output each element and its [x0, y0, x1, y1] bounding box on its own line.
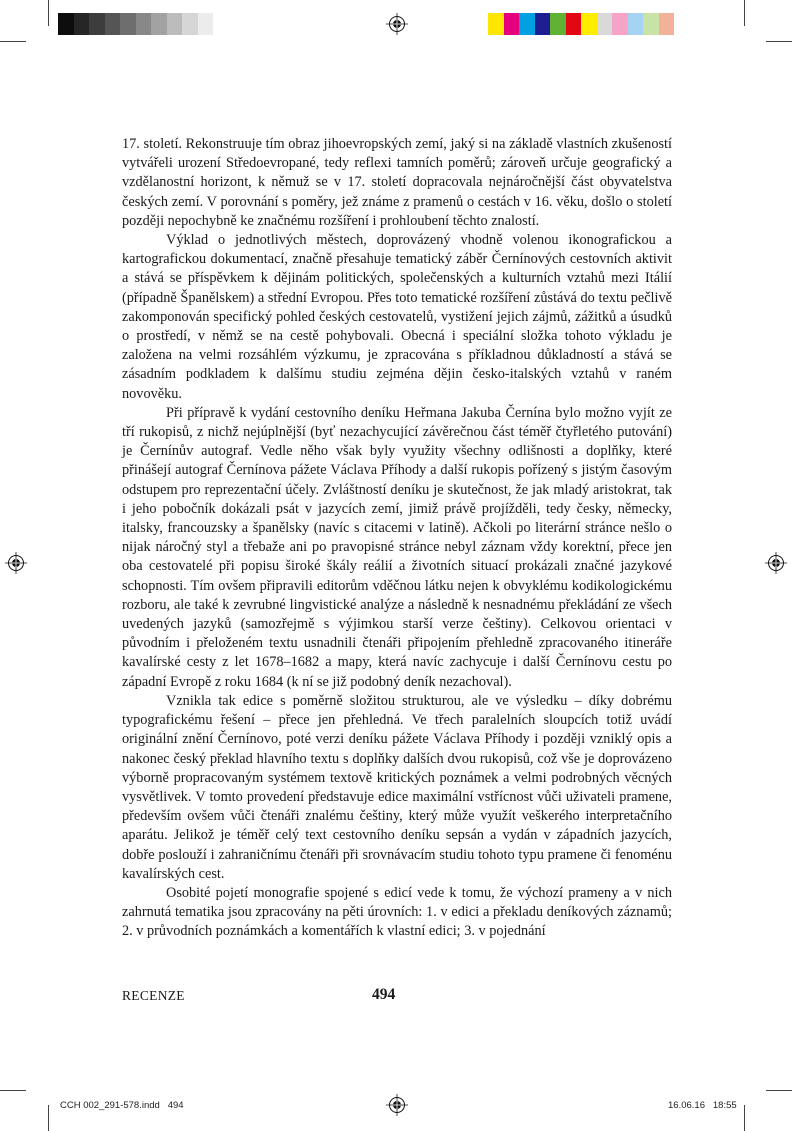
color-swatch	[566, 13, 582, 35]
body-paragraph: Při přípravě k vydání cestovního deníku Heřmana Jakuba Černína bylo možno vyjít ze tří rukopisů, z nichž nejúplnější (byť nezachycující závěrečnou část téměř čtyřletého putování) je Černínův autograf. Vedle něho však byly využity všechny odlišnosti a doplňky, které přinášejí autograf Černínova pážete Václava Příhody a další rukopis pořízený s jistým časovým odstupem pro reprezentační účely. Zvláštností deníku je skutečnost, že jak mladý aristokrat, tak i jeho pobočník dokázali psát v jazycích zemí, jimiž právě projížděli, tedy česky, německy, italsky, francouzsky a španělsky (navíc s citacemi v latině). Ačkoli po literární stránce nešlo o nijak náročný styl a třebaže ani po pravopisné stránce nebyl záznam vždy korektní, přece jen oba cestovatelé při popisu široké škály reálií a životních situací prokázali značné jazykové schopnosti. Tím ovšem připravili editorům vděčnou látku nejen k obvyklému kodikologickému rozboru, ale také k zevrubné lingvistické analýze a následně k nesnadnému překládání ze všech uvedených jazyků (samozřejmě s výjimkou starší verze češtiny). Celkovou orientaci v původním i přeloženém textu usnadnili čtenáři připojením přehledně zpracovaného itineráře kavalírské cesty z let 1678–1682 a mapy, která navíc zachycuje i další Černínovu cestu po západní Evropě z roku 1684 (k ní se již podobný deník nezachoval).	[122, 404, 672, 690]
color-swatch	[136, 13, 152, 35]
page-number: 494	[372, 986, 396, 1003]
color-swatch	[58, 13, 74, 35]
slug-filename: CCH 002_291-578.indd 494	[60, 1100, 184, 1111]
color-swatch	[550, 13, 566, 35]
process-color-bar	[488, 13, 674, 35]
registration-mark-icon	[765, 552, 787, 574]
color-swatch	[535, 13, 551, 35]
color-swatch	[198, 13, 214, 35]
article-body	[122, 135, 672, 942]
gray-color-bar	[58, 13, 213, 35]
registration-mark-icon	[386, 1094, 408, 1116]
crop-mark	[0, 1090, 26, 1091]
body-paragraph: Výklad o jednotlivých městech, doprovázený vhodně volenou ikonografickou a kartografickou dokumentací, značně přesahuje tematický záběr Černínových cestovních aktivit a stává se příspěvkem k dějinám politických, společenských a kulturních vztahů mezi Itálií (případně Španělskem) a střední Evropou. Přes toto tematické rozšíření zůstává do textu pečlivě zakomponován specifický pohled českých cestovatelů, vystižení jejich zájmů, zážitků a úsudků o prostředí, v němž se na cestě pohybovali. Obecná i speciální složka tohoto výkladu je založena na velmi rozsáhlém výzkumu, je zpracována s příkladnou důkladností a stává se zásadním podkladem k dalšímu studiu zejména dějin česko-italských vztahů v raném novověku.	[122, 232, 672, 402]
crop-mark	[48, 1105, 49, 1131]
color-swatch	[120, 13, 136, 35]
crop-mark	[766, 41, 792, 42]
color-swatch	[89, 13, 105, 35]
color-swatch	[612, 13, 628, 35]
crop-mark	[744, 0, 745, 26]
running-footer-section: RECENZE	[122, 988, 185, 1003]
color-swatch	[659, 13, 675, 35]
slug-datetime: 16.06.16 18:55	[668, 1100, 737, 1111]
color-swatch	[504, 13, 520, 35]
color-swatch	[74, 13, 90, 35]
color-swatch	[167, 13, 183, 35]
body-paragraph: Osobité pojetí monografie spojené s edicí vede k tomu, že výchozí prameny a v nich zahrnutá tematika jsou zpracovány na pěti úrovních: 1. v edici a překladu deníkových záznamů; 2. v průvodních poznámkách a komentářích k vlastní edici; 3. v pojednání	[122, 884, 672, 940]
color-swatch	[105, 13, 121, 35]
color-swatch	[488, 13, 504, 35]
crop-mark	[0, 41, 26, 42]
registration-mark-icon	[386, 13, 408, 35]
color-swatch	[597, 13, 613, 35]
body-paragraph: Vznikla tak edice s poměrně složitou strukturou, ale ve výsledku – díky dobrému typografickému řešení – přece jen přehledná. Ve třech paralelních sloupcích totiž uvádí originální znění Černínovo, poté verzi deníku pážete Václava Příhody i později vzniklý opis a nakonec český překlad hlavního textu s doplňky dalších dvou rukopisů, což vše je doprovázeno výborně propracovaným systémem textově kritických poznámek a velmi podrobných věcných vysvětlivek. V tomto provedení představuje edice maximální vstřícnost vůči uživateli pramene, především ovšem vůči čtenáři znalému češtiny, který může využít veškerého interpretačního aparátu. Jelikož je téměř celý text cestovního deníku sepsán a vydán v západních jazycích, dobře poslouží i zahraničnímu čtenáři při srovnávacím studiu tohoto typu pramene či fenoménu kavalírských cest.	[122, 692, 672, 882]
crop-mark	[744, 1105, 745, 1131]
color-swatch	[643, 13, 659, 35]
color-swatch	[628, 13, 644, 35]
color-swatch	[519, 13, 535, 35]
crop-mark	[766, 1090, 792, 1091]
color-swatch	[581, 13, 597, 35]
crop-mark	[48, 0, 49, 26]
registration-mark-icon	[5, 552, 27, 574]
color-swatch	[182, 13, 198, 35]
color-swatch	[151, 13, 167, 35]
body-paragraph: 17. století. Rekonstruuje tím obraz jihoevropských zemí, jaký si na základě vlastních zkušeností vytvářeli urození Středoevropané, tedy reflexi tamních poměrů; zároveň určuje geografický a vzdělanostní horizont, k němuž se v 17. století dopracovala nejnáročnější část obyvatelstva českých zemí. V porovnání s poměry, jež známe z pramenů o cestách v 16. věku, došlo o století později nepochybně ke značnému rozšíření i prohloubení těchto znalostí.	[122, 136, 672, 229]
